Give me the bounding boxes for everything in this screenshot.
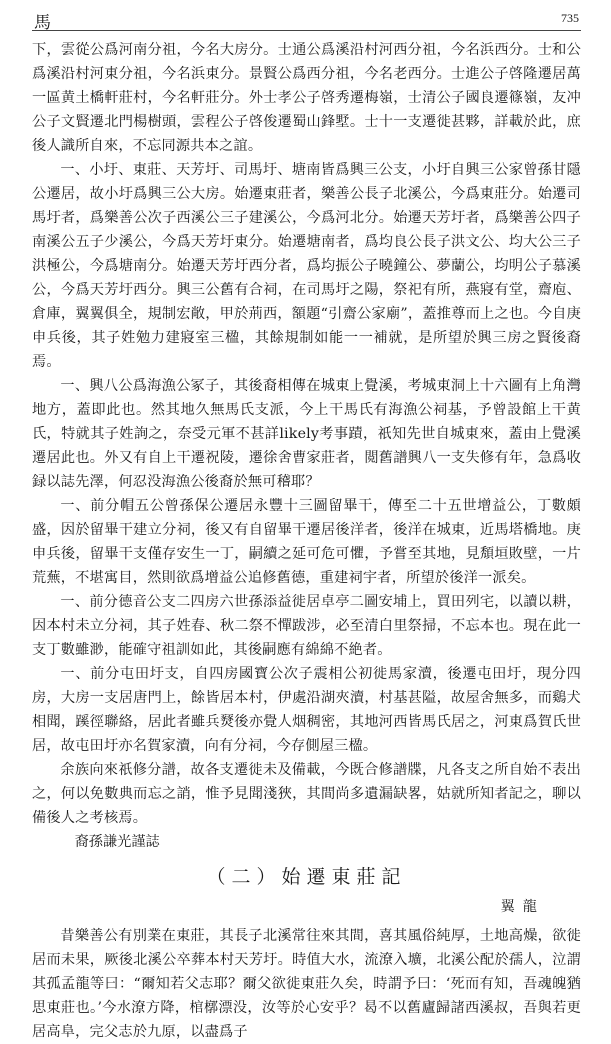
paragraph-dongzhuang-story: 昔樂善公有別業在東莊，其長子北溪常往來其間，喜其風俗純厚，土地高燥，欲徙居而未果，厥後北溪公卒葬本村天芳圩。時值大水，流潦入壙，北溪公配於孺人，泣謂其孤孟龍等曰：“爾知若父志耶？爾父欲徙東莊久矣，時謂予曰：‘死而有知，吾魂魄猶思東莊也。’今水潦方降，棺槨漂没，汝等於心安乎？曷不以舊廬歸諸西溪叔，吾與若更居高阜，完父志於九原，以盡爲子 — [32, 928, 581, 1040]
paragraph-xingsan-branch: 一、小圩、東莊、天芳圩、司馬圩、塘南皆爲興三公支，小圩自興三公家曾孫甘隱公遷居，故小圩爲興三公大房。始遷東莊者，樂善公長子北溪公，今爲東莊分。始遷司馬圩者，爲樂善公次子西溪公三子建溪公，今爲河北分。始遷天芳圩者，爲樂善公四子南溪公五子少溪公，今爲天芳圩東分。始遷塘南者，爲均良公長子洪文公、均大公三子洪極公，今爲塘南分。始遷天芳圩西分者，爲均振公子曉鐘公、夢蘭公，均明公子慕溪公，今爲天芳圩西分。興三公舊有合祠，在司馬圩之陽，祭祀有所，燕寢有堂，齋庖、倉庫，翼翼俱全，規制宏敞，甲於荊西，額題“引齋公家廟”，蓋推尊而上之也。今自庚申兵後，其子姓勉力建寢室三楹，其餘規制如能一一補就，是所望於興三房之賢後裔焉。 — [32, 162, 581, 370]
page-header — [32, 8, 581, 31]
paragraph-xingba-branch: 一、興八公爲海漁公冢子，其後裔相傳在城東上覺溪，考城東洞上十六圖有上角灣地方，蓋即此也。然其地久無馬氏支派，今上干馬氏有海漁公祠基，予曾設館上干黄氏，特就其子姓詢之，奈受元軍不甚詳likely考事蹟，祇知先世自城東來，蓋由上覺溪遷居此也。外又有自上干遷祝陵，遷徐舍曹家莊者，閲舊譜興八一支失修有年，急爲收録以誌先澤，何忍没海漁公後裔於無可稽耶？ — [32, 378, 581, 490]
section-title: （二）始遷東莊記 — [206, 866, 407, 888]
paragraph-continuation: 下，雲從公爲河南分祖，今名大房分。士通公爲溪沿村河西分祖，今名浜西分。士和公爲溪沿村河東分祖，今名浜東分。景賢公爲西分祖，今名老西分。士進公子啓隆遷居萬一區黄土橋軒莊村，今名軒莊分。外士孝公子啓秀遷梅嶺，士清公子國良遷篠嶺，友冲公子文賢遷北門楊樹頭，雲程公子啓俊遷蜀山鋒墅。士十一支遷徙甚夥，詳載於此，庶後人識所自來，不忘同源共本之誼。 — [32, 42, 581, 154]
paragraph-tuntianyu-branch: 一、前分屯田圩支，自四房國寶公次子震相公初徙馬家瀆，後遷屯田圩，現分四房，大房一支居唐門上，餘皆居本村，伊處沿湖夾瀆，村基甚隘，故屋舍無多，而鷄犬相聞，蹊徑聯絡，居此者雖兵燹後亦覺人烟稠密，其地河西皆馬氏居之，河東爲賀氏世居，故屯田圩亦名賀家瀆，向有分祠，今存側屋三楹。 — [32, 666, 581, 754]
paragraph-liubigan-branch: 一、前分帽五公曾孫保公遷居永豐十三圖留畢干，傳至二十五世增益公，丁數頗盛，因於留畢干建立分祠，後又有自留畢干遷居後洋者，後洋在城東，近馬塔橋地。庚申兵後，留畢干支僅存安生一丁，嗣續之延可危可懼，予嘗至其地，見頽垣敗壁，一片荒蕪，不堪寓目，然則欲爲增益公追修舊德，重建祠宇者，所望於後洋一派矣。 — [32, 498, 581, 586]
paragraph-deyin-branch: 一、前分德音公支二四房六世孫添益徙居卓亭二圖安埔上，買田列宅，以讀以耕，因本村未立分祠，其子姓春、秋二祭不憚跋涉，必至清白里祭掃，不忘本也。現在此一支丁數雖渺，能確守祖訓如此，其後嗣應有綿綿不絶者。 — [32, 594, 581, 658]
paragraph-closing-note: 余族向來祇修分譜，故各支遷徙未及備載，今既合修譜牒，凡各支之所自始不表出之，何以免數典而忘之誚，惟予見聞淺狹，其間尚多遺漏缺畧，姑就所知者記之，聊以備後人之考核焉。 — [32, 762, 581, 826]
running-title: 馬 — [34, 13, 51, 33]
signature: 裔孫謙光謹誌 — [74, 834, 160, 850]
page-body — [32, 38, 581, 1044]
page-number: 735 — [561, 11, 579, 25]
author-name: 翼龍 — [500, 899, 545, 915]
